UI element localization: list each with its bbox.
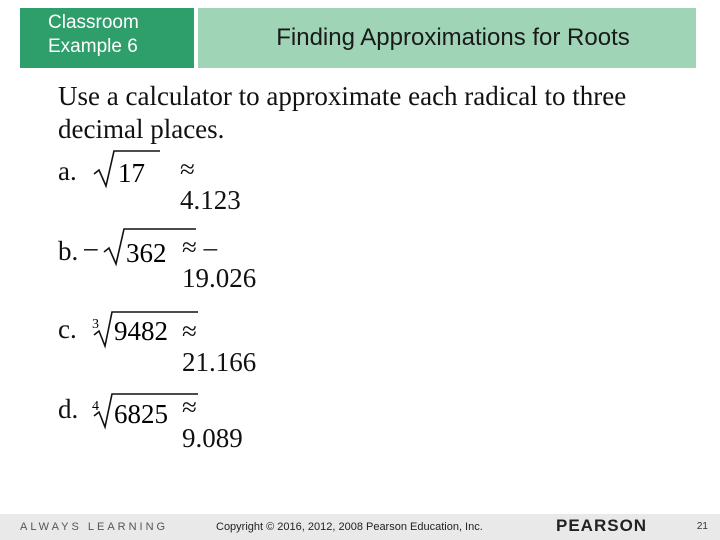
approximation: ≈ 4.123	[180, 154, 241, 215]
example-number-box	[20, 8, 194, 68]
footer-copyright: Copyright © 2016, 2012, 2008 Pearson Education, Inc.	[216, 521, 483, 533]
example-label-line1: Classroom	[48, 12, 139, 33]
approximation: ≈ 9.089	[182, 392, 243, 453]
publisher-logo: PEARSON	[556, 516, 648, 535]
instruction-text: Use a calculator to approximate each radical to three decimal places.	[58, 81, 627, 144]
radicand: 6825	[114, 399, 168, 429]
approximation: ≈ 21.166	[182, 316, 257, 377]
radicand: 9482	[114, 316, 168, 346]
problem-label: a.	[58, 156, 77, 186]
slide-title: Finding Approximations for Roots	[276, 24, 630, 51]
root-index: 3	[92, 317, 99, 332]
radicand: 17	[118, 158, 145, 188]
problem-label: c.	[58, 314, 77, 344]
problem-label: d.	[58, 394, 79, 424]
footer-tagline: ALWAYS LEARNING	[20, 521, 169, 533]
radicand: 362	[126, 238, 167, 268]
root-index: 4	[92, 399, 99, 414]
page-number: 21	[696, 521, 708, 532]
example-label-line2: Example 6	[48, 36, 138, 57]
negative-sign: –	[84, 232, 98, 262]
problem-label: b.	[58, 236, 79, 266]
title-box	[198, 8, 696, 68]
approximation: ≈ –19.026	[182, 232, 257, 293]
